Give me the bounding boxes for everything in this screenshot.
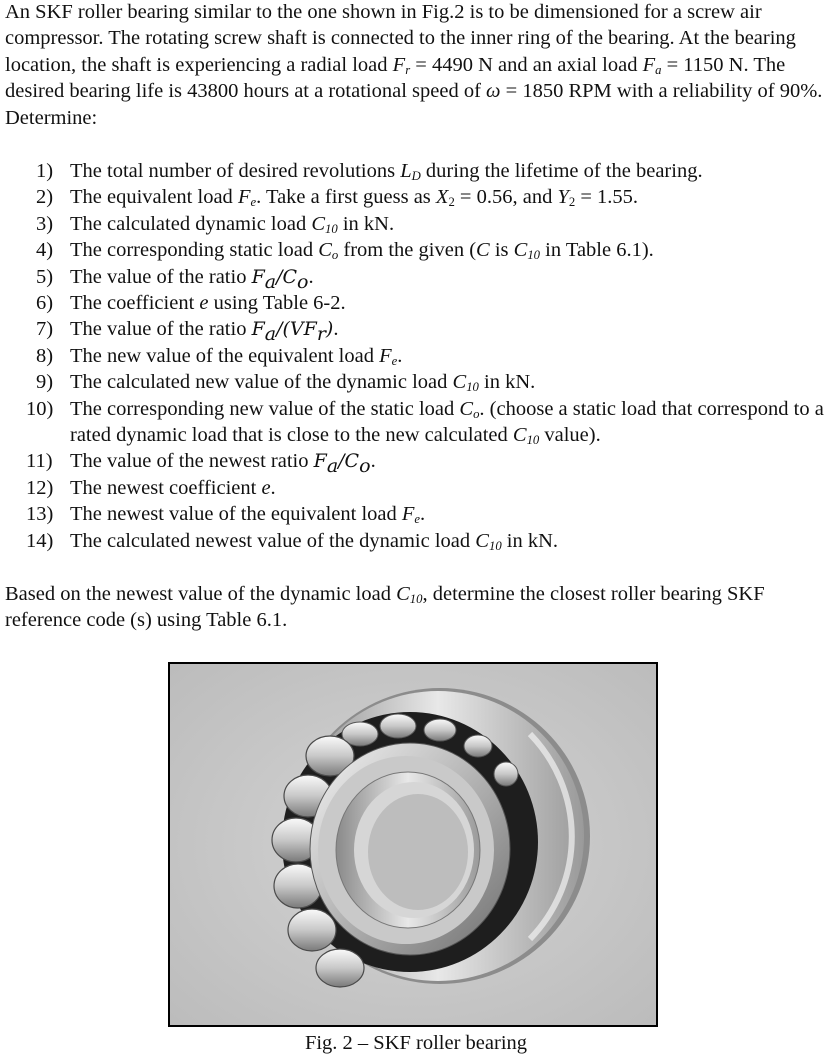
question-item: 11) The value of the newest ratio $F_a/C_o$. bbox=[26, 450, 376, 478]
question-item: 6) The coefficient e using Table 6-2. bbox=[36, 292, 346, 315]
question-item: 9) The calculated new value of the dynamic load $C_{10}$ in kN. bbox=[36, 371, 536, 395]
question-item: 8) The new value of the equivalent load $F_e$. bbox=[36, 344, 403, 369]
bearing-figure bbox=[168, 662, 658, 1027]
problem-statement: An SKF roller bearing similar to the one shown in Fig.2 is to be dimensioned for a screw air compressor. The rotating screw shaft is connected to the inner ring of the bearing. At the bearing location, the shaft is experiencing a radial load $F_r = 4490$ N and an axial load $F_a = 1150$ N. The desired bearing life is 43800 hours at a rotational speed of ω = 1850 RPM with a reliability of 90%. Determine: bbox=[5, 1, 823, 129]
figure-caption: Fig. 2 – SKF roller bearing bbox=[304, 1032, 528, 1054]
question-item: 1) The total number of desired revolutions $L_D$ during the lifetime of the bearing. bbox=[36, 160, 703, 184]
axial-load-symbol: F bbox=[642, 53, 656, 76]
radial-load-symbol: F bbox=[392, 53, 406, 76]
question-item: 14) The calculated newest value of the dynamic load $C_{10}$ in kN. bbox=[26, 529, 559, 553]
question-list bbox=[0, 158, 832, 554]
roller-bearing-illustration bbox=[170, 664, 656, 1025]
question-item: 10) The corresponding new value of the static load $C_o$. (choose a static load that correspond to a rated dynamic load that is close to the new calculated $C_{10}$ value). bbox=[26, 397, 824, 448]
question-item: 4) The corresponding static load $C_o$ from the given (C is $C_{10}$ in Table 6.1). bbox=[36, 239, 654, 263]
question-item: 3) The calculated dynamic load $C_{10}$ in kN. bbox=[36, 212, 395, 236]
question-item: 2) The equivalent load $F_e$. Take a first guess as $X_2 = 0.56$, and $Y_2 = 1.55$. bbox=[36, 186, 639, 210]
closing-instruction: Based on the newest value of the dynamic load $C_{10}$, determine the closest roller bearing SKF reference code (s) using Table 6.1. bbox=[5, 583, 765, 632]
question-item: 12) The newest coefficient e. bbox=[26, 476, 276, 499]
question-item: 13) The newest value of the equivalent load $F_e$. bbox=[26, 503, 426, 527]
question-item: 7) The value of the ratio $F_a/(VF_r)$. bbox=[36, 318, 339, 346]
question-item: 5) The value of the ratio $F_a/C_o$. bbox=[36, 265, 314, 293]
omega-symbol: ω bbox=[486, 80, 501, 103]
